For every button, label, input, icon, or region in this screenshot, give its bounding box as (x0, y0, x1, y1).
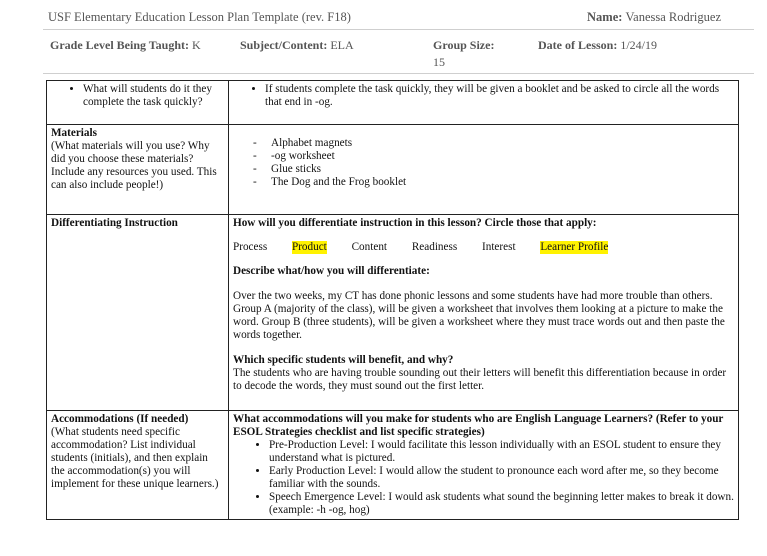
early-finish-answer: • If students complete the task quickly, they will be given a booklet and be asked to circle all the words that end in -og. (265, 83, 734, 109)
lesson-date (538, 38, 657, 53)
materials-item: - -og worksheet (271, 150, 734, 163)
early-finish-row (47, 81, 739, 125)
date-label: Date of Lesson: (538, 38, 618, 52)
differentiation-question: How will you differentiate instruction in this lesson? Circle those that apply: (233, 217, 597, 229)
group-label: Group Size: (433, 38, 495, 52)
materials-content-cell (229, 125, 739, 215)
group-value: 15 (433, 55, 445, 69)
group-size (433, 38, 494, 70)
materials-title: Materials (51, 127, 97, 139)
student-name (587, 10, 721, 25)
date-value: 1/24/19 (620, 38, 657, 52)
ell-heading: What accommodations will you make for students who are English Language Learners? (Refer to your ESOL Strategies checklist and list specific strategies) (233, 413, 724, 438)
accommodations-title: Accommodations (If needed) (51, 413, 189, 425)
early-finish-question-cell (47, 81, 229, 125)
differentiating-label-cell (47, 215, 229, 411)
template-title: USF Elementary Education Lesson Plan Template (rev. F18) (48, 10, 351, 24)
option-readiness: Readiness (411, 241, 458, 253)
materials-item: - Alphabet magnets (271, 137, 734, 150)
early-finish-answer-cell (229, 81, 739, 125)
materials-item: - Glue sticks (271, 163, 734, 176)
ell-item: • Pre-Production Level: I would facilitate this lesson individually with an ESOL student to ensure they understand what is pictured. (269, 439, 734, 465)
differentiating-title: Differentiating Instruction (51, 217, 178, 229)
lesson-plan-table (46, 80, 739, 520)
accommodations-content-cell (229, 411, 739, 520)
materials-prompt: (What materials will you use? Why did you choose these materials? Include any resources you used. This can also include people!) (51, 140, 217, 191)
name-label: Name: (587, 10, 623, 24)
grade-value: K (192, 38, 201, 52)
option-product: Product (291, 241, 327, 253)
option-interest: Interest (482, 241, 516, 253)
ell-item: • Speech Emergence Level: I would ask students what sound the beginning letter makes to break it down. (example: -h -og, hog) (269, 491, 734, 517)
accommodations-prompt: (What students need specific accommodation? List individual students (initials), and then explain the accommodation(s) you will implement for these unique learners.) (51, 426, 219, 490)
benefit-text: The students who are having trouble sounding out their letters will benefit this differentiation because in order to decode the words, they must sound out the first letter. (233, 367, 727, 392)
materials-row (47, 125, 739, 215)
ell-item: • Early Production Level: I would allow the student to pronounce each word after me, so they become familiar with the sounds. (269, 465, 734, 491)
subject-content (240, 38, 354, 53)
benefit-heading: Which specific students will benefit, and why? (233, 354, 454, 366)
option-content: Content (351, 241, 388, 253)
accommodations-label-cell (47, 411, 229, 520)
differentiating-row (47, 215, 739, 411)
option-process: Process (233, 241, 268, 253)
header-divider-top (43, 29, 754, 30)
describe-text: Over the two weeks, my CT has done phonic lessons and some students have had more trouble than others. Group A (majority of the class), will be given a worksheet that involves them looking at a picture to make the word. Group B (three students), will be given a worksheet where they must trace words out and then paste the words together. (233, 290, 725, 341)
subject-value: ELA (330, 38, 354, 52)
name-value: Vanessa Rodriguez (625, 10, 721, 24)
differentiating-content-cell (229, 215, 739, 411)
subject-label: Subject/Content: (240, 38, 328, 52)
describe-heading: Describe what/how you will differentiate: (233, 265, 430, 277)
accommodations-row (47, 411, 739, 520)
grade-level (50, 38, 201, 53)
differentiation-options (233, 241, 734, 254)
early-finish-question: • What will students do it they complete the task quickly? (83, 83, 224, 109)
materials-item: - The Dog and the Frog booklet (271, 176, 734, 189)
grade-label: Grade Level Being Taught: (50, 38, 190, 52)
option-learner-profile: Learner Profile (540, 241, 609, 253)
materials-label-cell (47, 125, 229, 215)
header-divider-bottom (43, 73, 754, 74)
